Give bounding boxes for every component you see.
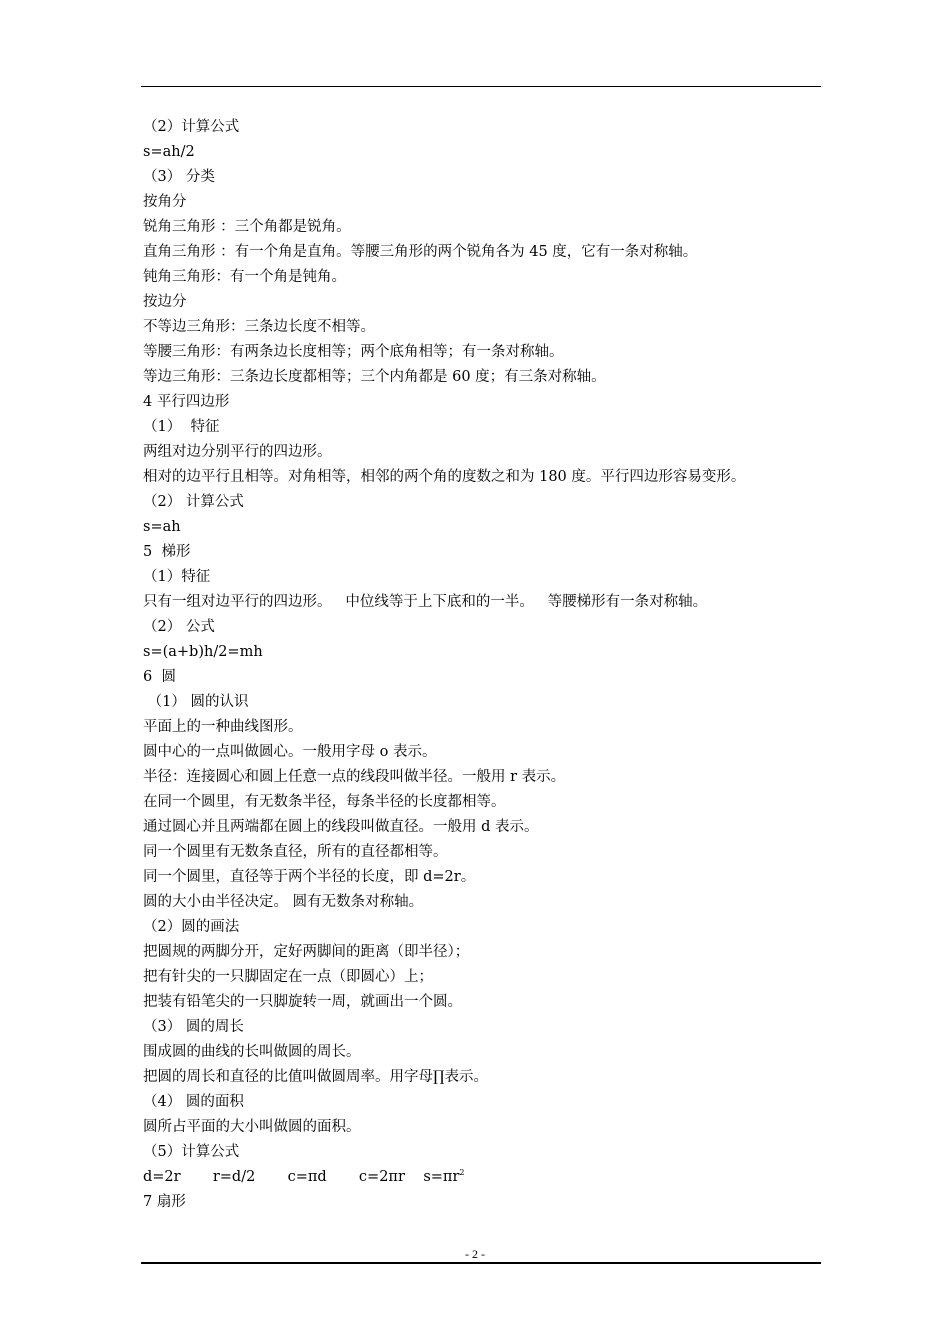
section-heading: 5 梯形 — [143, 544, 191, 560]
section-heading: 4 平行四边形 — [143, 394, 230, 410]
text-line: 钝角三角形：有一个角是钝角。 — [143, 269, 346, 285]
section-heading: 6 圆 — [143, 669, 176, 685]
text-line: 只有一组对边平行的四边形。 中位线等于上下底和的一半。 等腰梯形有一条对称轴。 — [143, 594, 708, 610]
page-number: - 2 - — [465, 1247, 485, 1261]
text-line: （2） 计算公式 — [143, 494, 244, 510]
text-line: （1） 圆的认识 — [143, 694, 249, 710]
text-line: s=ah/2 — [143, 144, 195, 160]
text-line: （2） 公式 — [143, 619, 215, 635]
text-line: 把装有铅笔尖的一只脚旋转一周，就画出一个圆。 — [143, 994, 462, 1010]
text-line: 两组对边分别平行的四边形。 — [143, 444, 332, 460]
footer-rule — [141, 1262, 821, 1264]
formula-text: d=2r r=d/2 c=πd c=2πr s=πr — [143, 1169, 460, 1185]
text-line: 半径：连接圆心和圆上任意一点的线段叫做半径。一般用 r 表示。 — [143, 769, 566, 785]
text-line: （1） 特征 — [143, 419, 220, 435]
text-line: 在同一个圆里，有无数条半径，每条半径的长度都相等。 — [143, 794, 506, 810]
text-line: （4） 圆的面积 — [143, 1094, 244, 1110]
text-line: （5）计算公式 — [143, 1144, 240, 1160]
section-heading: 7 扇形 — [143, 1194, 186, 1210]
text-line: 圆所占平面的大小叫做圆的面积。 — [143, 1119, 361, 1135]
text-line: 相对的边平行且相等。对角相等，相邻的两个角的度数之和为 180 度。平行四边形容易变形。 — [143, 469, 746, 485]
text-line: 平面上的一种曲线图形。 — [143, 719, 303, 735]
text-line: 同一个圆里有无数条直径，所有的直径都相等。 — [143, 844, 448, 860]
text-line: 不等边三角形：三条边长度不相等。 — [143, 319, 375, 335]
text-line: 锐角三角形 ：三个角都是锐角。 — [143, 219, 351, 235]
text-line: 把圆的周长和直径的比值叫做圆周率。用字母∏表示。 — [143, 1069, 489, 1085]
text-line: s=ah — [143, 519, 181, 535]
text-line: （2）计算公式 — [143, 119, 240, 135]
text-line: s=(a+b)h/2=mh — [143, 644, 263, 660]
text-line: 圆中心的一点叫做圆心。一般用字母 o 表示。 — [143, 744, 437, 760]
text-line: 把有针尖的一只脚固定在一点（即圆心）上； — [143, 969, 433, 985]
text-line: 按角分 — [143, 194, 187, 210]
text-line: 把圆规的两脚分开，定好两脚间的距离（即半径）； — [143, 944, 470, 960]
formula-superscript: 2 — [459, 1168, 465, 1178]
page-content — [143, 115, 833, 1215]
text-line: 直角三角形 ：有一个角是直角。等腰三角形的两个锐角各为 45 度，它有一条对称轴。 — [143, 244, 698, 260]
text-line: 通过圆心并且两端都在圆上的线段叫做直径。一般用 d 表示。 — [143, 819, 539, 835]
text-line: （3） 分类 — [143, 169, 215, 185]
text-line: （1）特征 — [143, 569, 211, 585]
text-line: 等腰三角形：有两条边长度相等；两个底角相等；有一条对称轴。 — [143, 344, 564, 360]
text-line: 等边三角形：三条边长度都相等；三个内角都是 60 度；有三条对称轴。 — [143, 369, 606, 385]
formula-line — [143, 1165, 833, 1190]
text-line: 按边分 — [143, 294, 187, 310]
header-rule — [141, 86, 821, 87]
text-line: 同一个圆里，直径等于两个半径的长度，即 d=2r。 — [143, 869, 476, 885]
text-line: （2）圆的画法 — [143, 919, 240, 935]
text-line: 圆的大小由半径决定。 圆有无数条对称轴。 — [143, 894, 424, 910]
text-line: （3） 圆的周长 — [143, 1019, 244, 1035]
text-line: 围成圆的曲线的长叫做圆的周长。 — [143, 1044, 361, 1060]
